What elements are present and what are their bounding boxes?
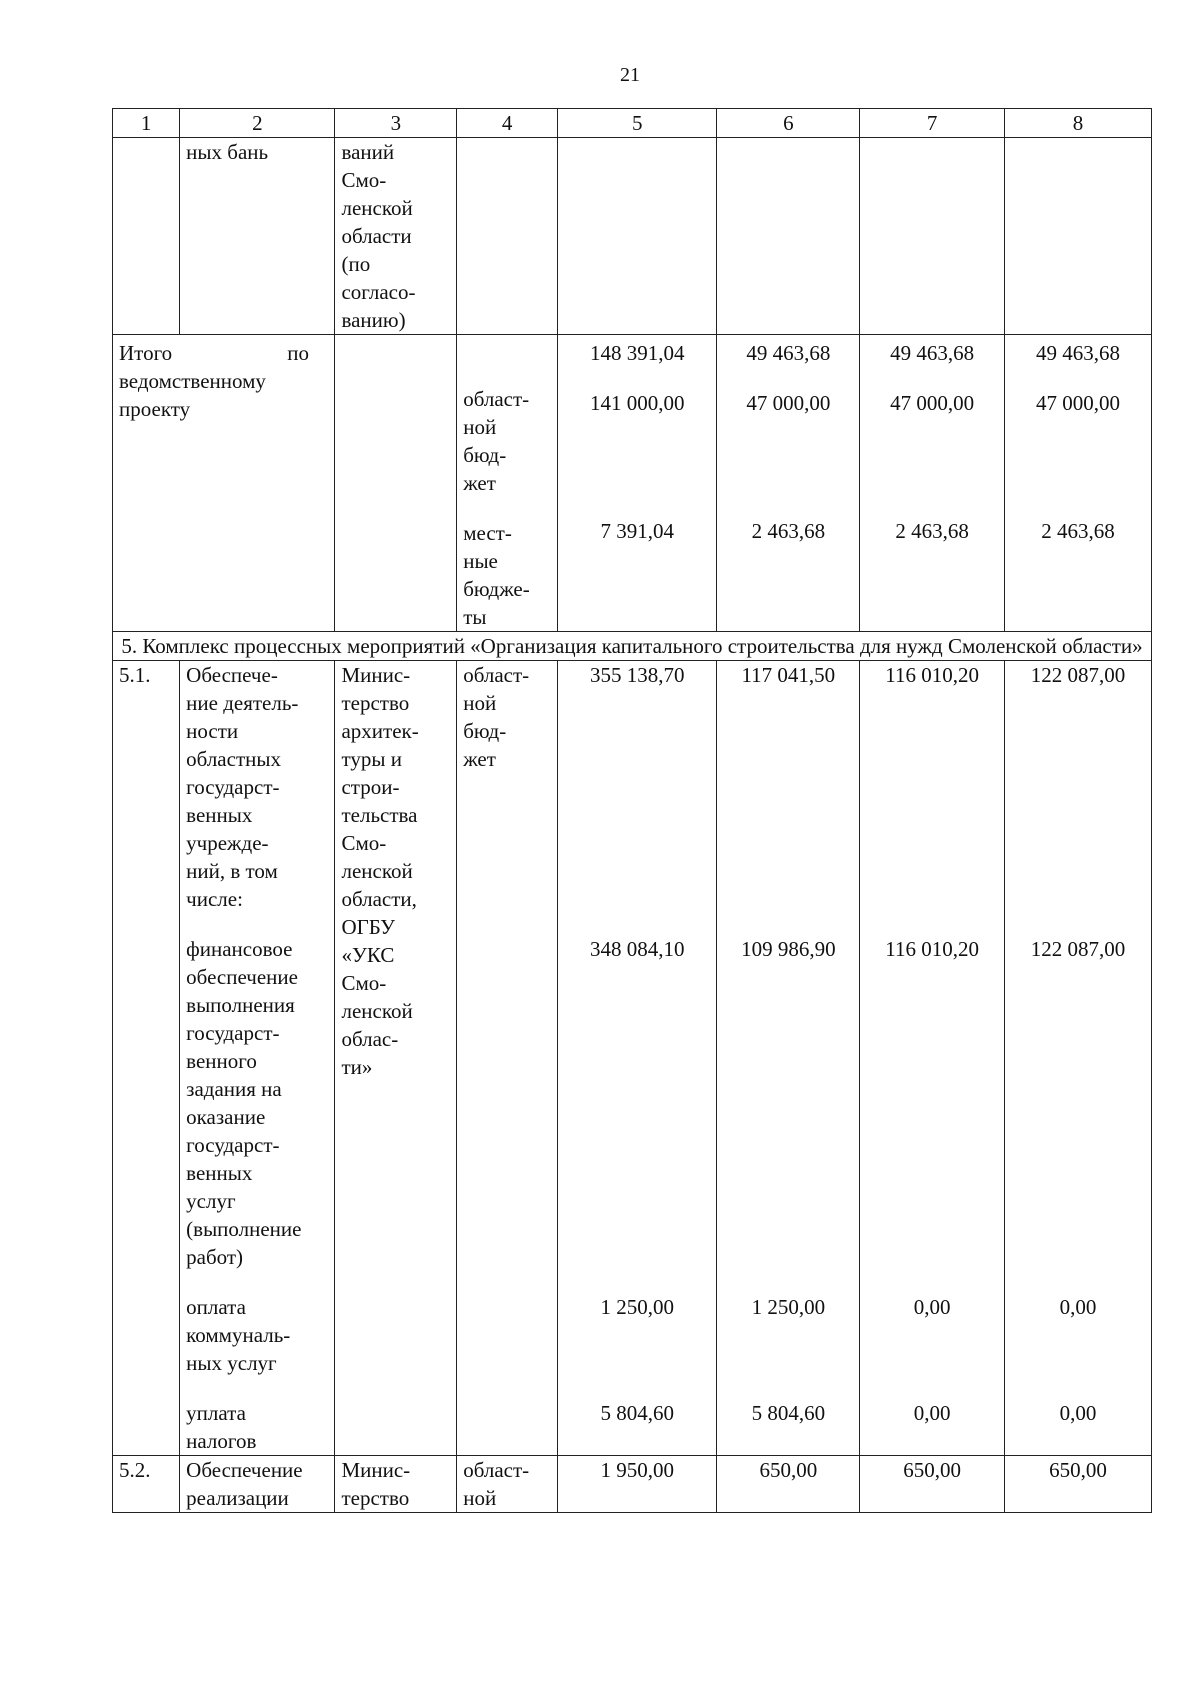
page-number: 21: [620, 64, 640, 86]
row-5-1-measures: [180, 661, 335, 1456]
total-all-col5: 148 391,04: [589, 341, 685, 365]
total-local-col8: 2 463,68: [1041, 519, 1115, 543]
row-5-1-col8: [1005, 661, 1152, 1456]
row-5-2-measure: Обеспечение реализации: [180, 1456, 335, 1513]
total-source-regional: област- ной бюд- жет: [463, 387, 530, 495]
total-regional-col6: 47 000,00: [746, 391, 831, 415]
row-5-1-col5: [557, 661, 717, 1456]
row-5-1-col7: [860, 661, 1005, 1456]
row-5-2-executor: Минис- терство: [335, 1456, 457, 1513]
v-5-1-tax-col6: 5 804,60: [751, 1401, 826, 1425]
total-regional-col8: 47 000,00: [1036, 391, 1120, 415]
v-5-1-util-col7: 0,00: [913, 1295, 951, 1319]
row-5-1-executor: Минис- терство архитек- туры и строи- тельства Смо- ленской области, ОГБУ «УКС Смо- ленской облас- ти»: [335, 661, 457, 1456]
row-5-2-col5: 1 950,00: [557, 1456, 717, 1513]
row-5-2: [113, 1456, 1152, 1513]
row-5-2-col7: 650,00: [860, 1456, 1005, 1513]
column-number-row: [113, 109, 1152, 138]
total-col5: [557, 335, 717, 632]
total-source-local: мест- ные бюдже- ты: [463, 521, 530, 629]
carry-over-row: [113, 138, 1152, 335]
budget-table: [112, 108, 1152, 1513]
v-5-1-main-col8: 122 087,00: [1030, 663, 1126, 687]
section-5-row: [113, 632, 1152, 661]
row-5-2-col6: 650,00: [717, 1456, 860, 1513]
v-5-1-main-col5: 355 138,70: [589, 663, 685, 687]
column-header-1: 1: [113, 109, 180, 138]
row-5-1: [113, 661, 1152, 1456]
v-5-1-task-col5: 348 084,10: [589, 937, 685, 961]
v-5-1-tax-col8: 0,00: [1059, 1401, 1097, 1425]
total-all-col6: 49 463,68: [746, 341, 831, 365]
total-local-col6: 2 463,68: [751, 519, 826, 543]
column-header-7: 7: [860, 109, 1005, 138]
measure-5-1-taxes: уплата налогов: [186, 1401, 257, 1453]
row-5-2-col8: 650,00: [1005, 1456, 1152, 1513]
v-5-1-task-col7: 116 010,20: [885, 937, 979, 961]
column-header-2: 2: [180, 109, 335, 138]
v-5-1-task-col8: 122 087,00: [1030, 937, 1126, 961]
v-5-1-tax-col5: 5 804,60: [600, 1401, 674, 1425]
total-local-col7: 2 463,68: [895, 519, 969, 543]
v-5-1-util-col6: 1 250,00: [751, 1295, 826, 1319]
total-row: [113, 335, 1152, 632]
v-5-1-main-col7: 116 010,20: [885, 663, 979, 687]
measure-5-1-utilities: оплата коммуналь- ных услуг: [186, 1295, 291, 1375]
total-regional-col5: 141 000,00: [589, 391, 685, 415]
measure-5-1-state-task: финансовое обеспечение выполнения государст- венного задания на оказание государст- венных услуг (выполнение работ): [186, 937, 302, 1269]
column-header-6: 6: [717, 109, 860, 138]
row-5-1-number: 5.1.: [113, 661, 180, 1456]
carry-executor-text: ваний Смо- ленской области (по согласо- ванию): [335, 138, 457, 335]
v-5-1-tax-col7: 0,00: [913, 1401, 951, 1425]
column-header-4: 4: [457, 109, 558, 138]
row-5-2-source: област- ной: [457, 1456, 558, 1513]
column-header-3: 3: [335, 109, 457, 138]
total-sources: [457, 335, 558, 632]
total-local-col5: 7 391,04: [600, 519, 674, 543]
total-label: Итого по ведомственному проекту: [113, 335, 335, 632]
total-all-col8: 49 463,68: [1036, 341, 1120, 365]
row-5-1-source: област- ной бюд- жет: [457, 661, 558, 1456]
total-all-col7: 49 463,68: [890, 341, 975, 365]
row-5-2-number: 5.2.: [113, 1456, 180, 1513]
v-5-1-util-col5: 1 250,00: [600, 1295, 674, 1319]
section-5-title: 5. Комплекс процессных мероприятий «Организация капитального строительства для нужд Смоленской области»: [113, 632, 1152, 661]
carry-measure-text: ных бань: [180, 138, 335, 335]
v-5-1-main-col6: 117 041,50: [741, 663, 836, 687]
column-header-8: 8: [1005, 109, 1152, 138]
column-header-5: 5: [557, 109, 717, 138]
v-5-1-task-col6: 109 986,90: [741, 937, 836, 961]
total-regional-col7: 47 000,00: [890, 391, 975, 415]
total-col6: [717, 335, 860, 632]
measure-5-1-main: Обеспече- ние деятель- ности областных государст- венных учрежде- ний, в том числе:: [186, 663, 299, 911]
total-col7: [860, 335, 1005, 632]
total-col8: [1005, 335, 1152, 632]
row-5-1-col6: [717, 661, 860, 1456]
v-5-1-util-col8: 0,00: [1059, 1295, 1097, 1319]
